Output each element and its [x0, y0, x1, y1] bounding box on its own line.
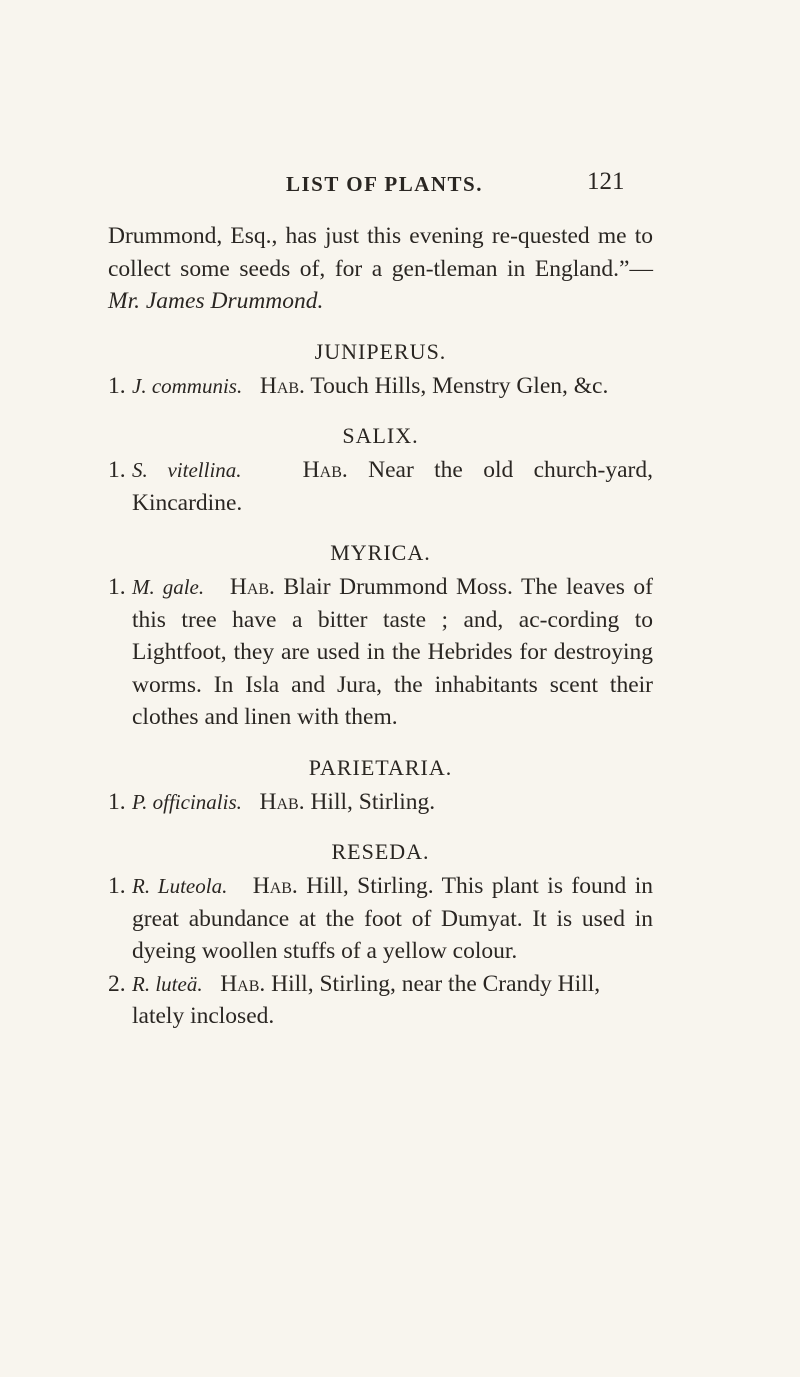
entry-text: Near the old church-yard, Kincardine.	[132, 457, 654, 516]
page-body	[108, 220, 653, 1033]
page-number: 121	[587, 168, 625, 195]
species-entry	[108, 968, 653, 1033]
entry-number: 1.	[108, 372, 126, 399]
species-entry	[108, 454, 654, 519]
species-name: R. Luteola.	[132, 874, 228, 898]
habitat-label: Hab.	[259, 788, 305, 815]
habitat-label: Hab.	[302, 457, 348, 483]
species-name: S. vitellina.	[132, 458, 242, 482]
entry-number: 1.	[108, 873, 126, 899]
entry-text: Hill, Stirling, near the Crandy Hill, lately inclosed.	[132, 970, 601, 1029]
habitat-label: Hab.	[259, 372, 305, 399]
genus-heading: JUNIPERUS.	[314, 338, 447, 364]
entry-number: 1.	[108, 457, 126, 483]
species-name: J. communis.	[132, 373, 243, 398]
species-name: M. gale.	[132, 575, 205, 599]
genus-heading: RESEDA.	[331, 839, 430, 864]
habitat-label: Hab.	[252, 873, 298, 899]
entry-text: Hill, Stirling.	[310, 788, 436, 815]
opening-paragraph	[108, 220, 653, 318]
habitat-label: Hab.	[229, 574, 275, 600]
entry-text: Blair Drummond Moss. The leaves of this tree have a bitter taste ; and, ac-cording to Lightfoot, they are used in the Hebrides for destroying worms. In Isla and Jura, the inhabitants scent their clothes and linen with them.	[132, 574, 654, 730]
species-entry	[108, 370, 653, 403]
opening-signature: Mr. James Drummond.	[108, 288, 324, 314]
species-entry	[108, 870, 654, 968]
opening-text: Drummond, Esq., has just this evening re-quested me to collect some seeds of, for a gen-tleman in England.”—	[108, 223, 653, 282]
habitat-label: Hab.	[220, 970, 266, 997]
entry-number: 2.	[108, 970, 126, 997]
species-entry	[108, 571, 654, 734]
genus-heading: PARIETARIA.	[308, 754, 453, 780]
entry-text: Hill, Stirling. This plant is found in great abundance at the foot of Dumyat. It is used in dyeing woollen stuffs of a yellow colour.	[132, 873, 654, 964]
species-entry	[108, 786, 653, 819]
running-head: LIST OF PLANTS.	[286, 172, 483, 196]
species-name: R. luteä.	[132, 971, 203, 996]
entry-number: 1.	[108, 574, 126, 600]
genus-heading: MYRICA.	[330, 540, 431, 565]
species-name: P. officinalis.	[132, 789, 242, 814]
entry-number: 1.	[108, 788, 126, 815]
genus-heading: SALIX.	[342, 423, 419, 448]
page-header	[0, 168, 800, 202]
entry-text: Touch Hills, Menstry Glen, &c.	[310, 372, 609, 399]
